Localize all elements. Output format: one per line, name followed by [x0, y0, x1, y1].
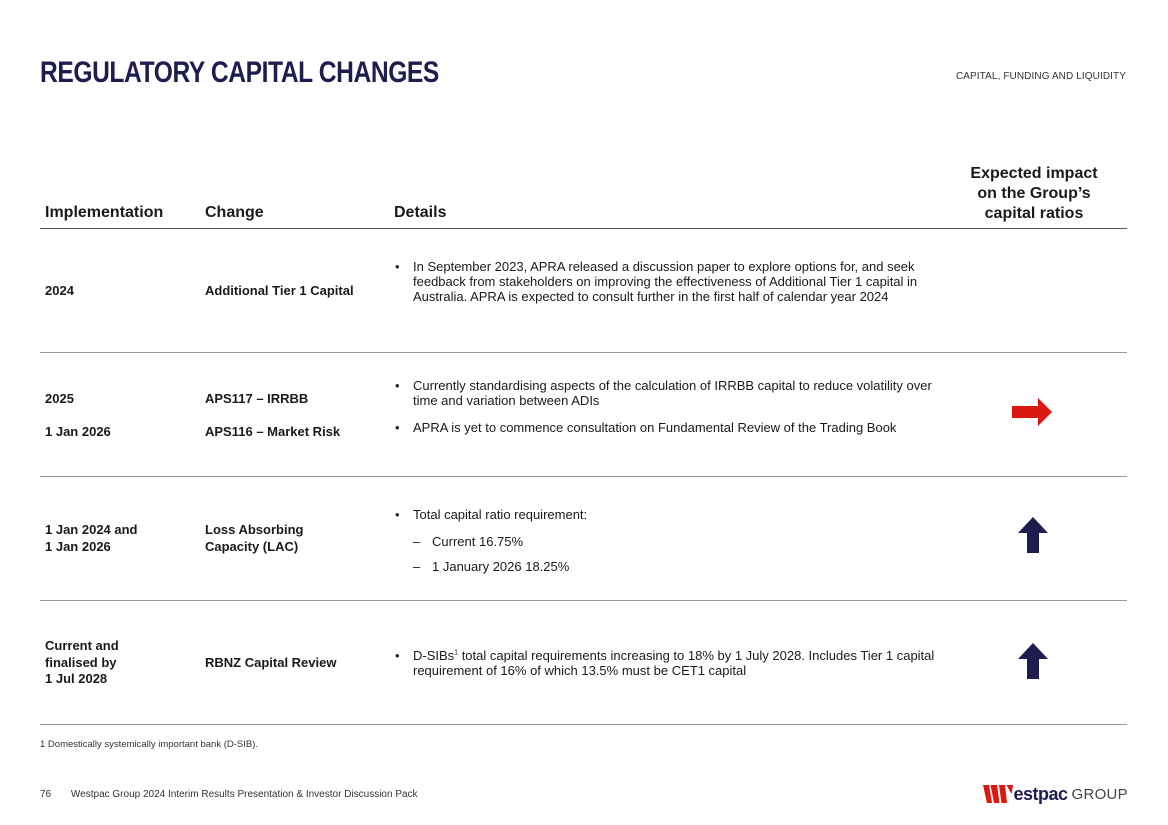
- impact-header-line-3: capital ratios: [984, 205, 1084, 222]
- page-title: REGULATORY CAPITAL CHANGES: [40, 56, 439, 89]
- row4-implementation-c: 1 Jul 2028: [45, 671, 108, 686]
- row2-detail-bullet-2: • APRA is yet to commence consultation on Fundamental Review of the Trading Book: [395, 420, 940, 435]
- row3-change-a: Loss Absorbing: [205, 522, 304, 537]
- logo-wordmark: estpac: [1013, 783, 1068, 804]
- row1-detail-bullet: • In September 2023, APRA released a discussion paper to explore options for, and seek feedback from stakeholders on improving the effectiveness of Additional Tier 1 capital in Australia. APRA is expected to consult further in the first half of calendar year 2024: [395, 259, 940, 304]
- column-header-implementation: Implementation: [45, 204, 164, 221]
- row2-change-a: APS117 – IRRBB: [205, 391, 309, 406]
- row3-implementation-b: 1 Jan 2026: [45, 539, 111, 554]
- row4-change: RBNZ Capital Review: [205, 655, 337, 670]
- row-divider: [40, 352, 1127, 353]
- row3-detail-bullet: • Total capital ratio requirement:: [395, 507, 940, 522]
- footer-text: Westpac Group 2024 Interim Results Presentation & Investor Discussion Pack: [70, 789, 418, 800]
- column-header-details: Details: [394, 204, 447, 221]
- row3-subdetail-1: – Current 16.75%: [395, 534, 940, 549]
- row2-change-b: APS116 – Market Risk: [205, 424, 341, 439]
- section-label: CAPITAL, FUNDING AND LIQUIDITY: [955, 71, 1126, 82]
- footer: [40, 789, 418, 800]
- row1-change: Additional Tier 1 Capital: [205, 283, 354, 298]
- row2-implementation-a: 2025: [45, 391, 74, 406]
- impact-header-line-1: Expected impact: [970, 165, 1098, 182]
- row3-details: [395, 507, 940, 582]
- header-divider: [40, 228, 1127, 229]
- row2-detail-bullet-1: • Currently standardising aspects of the calculation of IRRBB capital to reduce volatility over time and variation between ADIs: [395, 378, 940, 408]
- logo-group-text: GROUP: [1071, 785, 1128, 803]
- row4-detail-post: total capital requirements increasing to 18% by 1 July 2028. Includes Tier 1 capital requirement of 16% of which 13.5% must be CET1 capital: [413, 648, 935, 678]
- row4-implementation-b: finalised by: [45, 655, 117, 670]
- up-arrow-icon: [1018, 517, 1048, 553]
- row4-detail-bullet: [395, 648, 940, 678]
- page-number: 76: [40, 789, 52, 800]
- row1-implementation: 2024: [45, 283, 74, 298]
- impact-header-line-2: on the Group’s: [977, 185, 1091, 202]
- row3-subdetail-2: – 1 January 2026 18.25%: [395, 559, 940, 574]
- row3-change-b: Capacity (LAC): [205, 539, 299, 554]
- westpac-w-icon: [983, 785, 1013, 803]
- row4-details: [395, 648, 940, 690]
- row4-implementation-a: Current and: [45, 638, 119, 653]
- table-bottom-divider: [40, 724, 1127, 725]
- row2-implementation-b: 1 Jan 2026: [45, 424, 111, 439]
- row4-detail-pre: D-SIBs: [413, 648, 455, 663]
- row1-details: [395, 259, 940, 316]
- row2-details: [395, 378, 940, 435]
- row4-detail-footnote-ref: 1: [454, 649, 459, 657]
- up-arrow-icon: [1018, 643, 1048, 679]
- row3-implementation-a: 1 Jan 2024 and: [45, 522, 138, 537]
- column-header-change: Change: [205, 204, 264, 221]
- right-arrow-icon: [1012, 398, 1054, 426]
- footnote: 1 Domestically systemically important bank (D-SIB).: [40, 739, 259, 750]
- westpac-logo: [983, 783, 1128, 805]
- row-divider: [40, 600, 1127, 601]
- row-divider: [40, 476, 1127, 477]
- column-header-impact: [944, 164, 1124, 224]
